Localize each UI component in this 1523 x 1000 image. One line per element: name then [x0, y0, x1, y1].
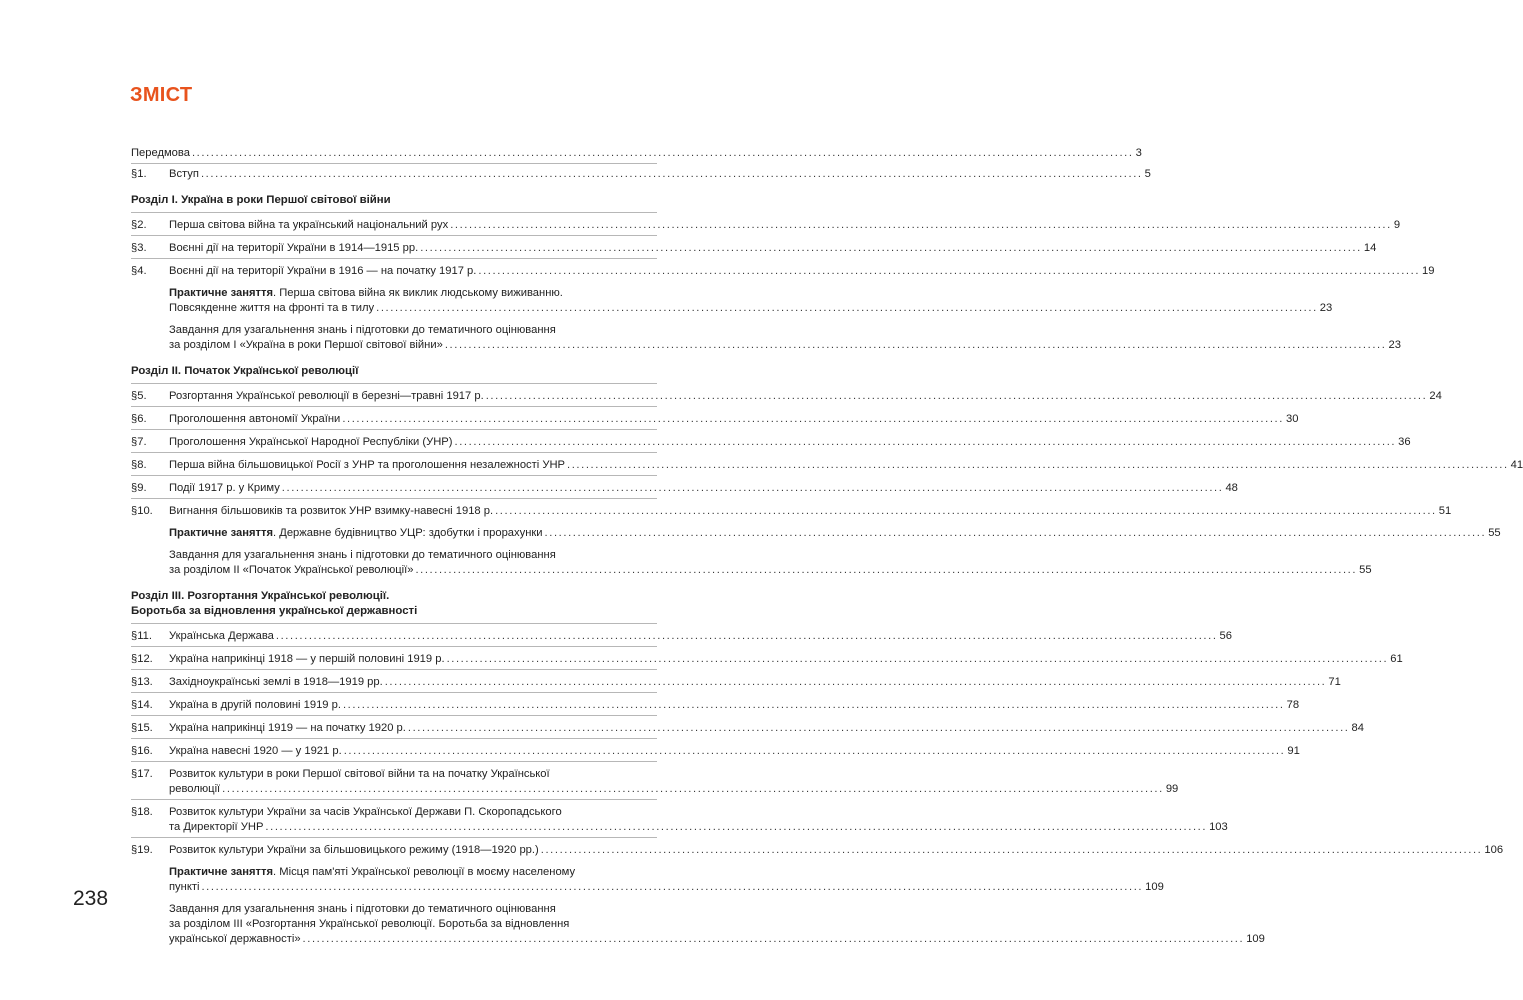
toc-entry-18[interactable] — [131, 800, 1228, 838]
section-heading-2[interactable]: Розділ ІІ. Початок Української революції — [131, 364, 657, 384]
toc-entry-title: Україна наприкінці 1919 — на початку 1920 р. — [169, 722, 406, 734]
leader-dots: ........................................................................................................................................................................................................ — [446, 653, 1389, 665]
toc-entry-number: §5. — [131, 390, 147, 402]
toc-entry-number: §19. — [131, 844, 153, 856]
toc-entry-title: Перша війна більшовицької Росії з УНР та проголошення незалежності УНР — [169, 459, 566, 471]
toc-entry-review-3[interactable] — [131, 895, 1265, 947]
section-heading-line2: Боротьба за відновлення української державності — [131, 605, 418, 617]
section-heading-line1: Розділ ІІІ. Розгортання Української революції. — [131, 590, 390, 602]
practice-text: . Державне будівництво УЦР: здобутки і прорахунки — [273, 527, 543, 539]
practice-text: . Місця пам'яті Української революції в моєму населеному — [273, 866, 576, 878]
toc-entry-practice-3[interactable] — [131, 860, 1164, 895]
toc-entry-page: 61 — [1390, 653, 1403, 665]
practice-text-line2: Повсякденне життя на фронті та в тилу — [169, 302, 375, 314]
toc-entry-title: Воєнні дії на території України в 1916 — на початку 1917 р. — [169, 265, 477, 277]
toc-entry-title: Українська Держава — [169, 630, 274, 642]
toc-entry-number: §8. — [131, 459, 147, 471]
toc-entry-number: §4. — [131, 265, 147, 277]
leader-dots: ........................................................................................................................................................................................................ — [302, 933, 1245, 945]
toc-entry-number: §10. — [131, 505, 153, 517]
toc-entry-title: Перша світова війна та український національний рух — [169, 219, 449, 231]
toc-entry-7[interactable] — [131, 430, 1411, 453]
toc-entry-number: §13. — [131, 676, 153, 688]
toc-entry-10[interactable] — [131, 499, 1452, 521]
toc-entry-number: §7. — [131, 436, 147, 448]
toc-entry-page: 91 — [1287, 745, 1300, 757]
practice-label: Практичне заняття — [169, 866, 274, 878]
toc-entry-9[interactable] — [131, 476, 1238, 499]
toc-entry-review-2[interactable] — [131, 541, 1372, 578]
toc-entry-title-line1: Розвиток культури в роки Першої світової війни та на початку Української — [169, 768, 550, 780]
leader-dots: ........................................................................................................................................................................................................ — [540, 844, 1483, 856]
practice-label: Практичне заняття — [169, 527, 274, 539]
toc-entry-page: 5 — [1144, 168, 1151, 180]
leader-dots: ........................................................................................................................................................................................................ — [478, 265, 1421, 277]
toc-entry-title: Проголошення Української Народної Республіки (УНР) — [169, 436, 453, 448]
toc-entry-page: 78 — [1286, 699, 1300, 711]
table-of-contents — [131, 146, 1523, 947]
toc-entry-15[interactable] — [131, 716, 1364, 739]
toc-entry-page: 55 — [1488, 527, 1501, 539]
review-text-line1: Завдання для узагальнення знань і підготовки до тематичного оцінювання — [169, 903, 556, 915]
leader-dots: ........................................................................................................................................................................................................ — [384, 676, 1327, 688]
leader-dots: ........................................................................................................................................................................................................ — [265, 821, 1208, 833]
toc-entry-practice-2[interactable] — [131, 521, 1501, 541]
toc-entry-3[interactable] — [131, 236, 1377, 259]
toc-entry-11[interactable] — [131, 624, 1232, 647]
toc-entry-2[interactable] — [131, 213, 1401, 236]
toc-entry-page: 24 — [1429, 390, 1442, 402]
toc-entry-page: 109 — [1246, 933, 1265, 945]
section-heading-3[interactable] — [131, 589, 657, 624]
leader-dots: ........................................................................................................................................................................................................ — [544, 527, 1487, 539]
toc-entry-16[interactable] — [131, 739, 1300, 762]
toc-entry-4[interactable] — [131, 259, 1435, 281]
toc-entry-number: §11. — [131, 630, 152, 642]
toc-entry-page: 48 — [1225, 482, 1238, 494]
review-text-line2: за розділом І «Україна в роки Першої світової війни» — [169, 339, 443, 351]
toc-entry-19[interactable] — [131, 838, 1504, 860]
toc-entry-title: Воєнні дії на території України в 1914—1915 рр. — [169, 242, 419, 254]
toc-entry-title: Вступ — [169, 168, 199, 180]
toc-entry-number: §6. — [131, 413, 147, 425]
leader-dots: ........................................................................................................................................................................................................ — [281, 482, 1224, 494]
leader-dots: ........................................................................................................................................................................................................ — [343, 745, 1286, 757]
leader-dots: ........................................................................................................................................................................................................ — [191, 147, 1134, 159]
review-text-line2: за розділом ІІ «Початок Української революції» — [169, 564, 414, 576]
leader-dots: ........................................................................................................................................................................................................ — [420, 242, 1362, 254]
leader-dots: ........................................................................................................................................................................................................ — [485, 390, 1428, 402]
review-text-line2: за розділом ІІІ «Розгортання Української революції. Боротьба за відновлення — [169, 918, 570, 930]
leader-dots: ........................................................................................................................................................................................................ — [275, 630, 1218, 642]
toc-entry-number: §9. — [131, 482, 147, 494]
toc-entry-title: Україна навесні 1920 — у 1921 р. — [169, 745, 342, 757]
toc-entry-5[interactable] — [131, 384, 1442, 407]
toc-entry-page: 19 — [1422, 265, 1435, 277]
toc-entry-intro[interactable] — [131, 164, 1151, 182]
leader-dots: ........................................................................................................................................................................................................ — [342, 699, 1285, 711]
toc-entry-page: 109 — [1145, 881, 1164, 893]
toc-entry-page: 106 — [1484, 844, 1504, 856]
toc-entry-page: 51 — [1438, 505, 1452, 517]
leader-dots: ........................................................................................................................................................................................................ — [444, 339, 1387, 351]
toc-entry-8[interactable] — [131, 453, 1523, 476]
toc-entry-title: Розвиток культури України за більшовицького режиму (1918—1920 рр.) — [169, 844, 539, 856]
toc-entry-page: 41 — [1510, 459, 1523, 471]
leader-dots: ........................................................................................................................................................................................................ — [201, 881, 1144, 893]
toc-entry-title: Події 1917 р. у Криму — [169, 482, 280, 494]
toc-entry-title: Україна наприкінці 1918 — у першій половині 1919 р. — [169, 653, 445, 665]
leader-dots: ........................................................................................................................................................................................................ — [222, 783, 1164, 795]
toc-entry-number: §17. — [131, 768, 153, 780]
leader-dots: ........................................................................................................................................................................................................ — [495, 505, 1437, 517]
toc-entry-title: Проголошення автономії України — [169, 413, 341, 425]
leader-dots: ........................................................................................................................................................................................................ — [415, 564, 1358, 576]
toc-entry-page: 103 — [1209, 821, 1228, 833]
toc-entry-number: §14. — [131, 699, 153, 711]
toc-entry-page: 14 — [1363, 242, 1377, 254]
leader-dots: ........................................................................................................................................................................................................ — [450, 219, 1392, 231]
toc-entry-number: §1. — [131, 168, 147, 180]
toc-entry-page: 84 — [1351, 722, 1364, 734]
practice-text-line2: пункті — [169, 881, 200, 893]
toc-entry-13[interactable] — [131, 670, 1341, 693]
practice-label: Практичне заняття — [169, 287, 274, 299]
toc-entry-number: §16. — [131, 745, 153, 757]
toc-entry-14[interactable] — [131, 693, 1300, 716]
toc-entry-review-1[interactable] — [131, 316, 1401, 353]
toc-entry-6[interactable] — [131, 407, 1299, 430]
review-text-line1: Завдання для узагальнення знань і підготовки до тематичного оцінювання — [169, 324, 556, 336]
toc-entry-preface[interactable] — [131, 146, 1142, 164]
toc-entry-title-line2: та Директорії УНР — [169, 821, 264, 833]
toc-entry-12[interactable] — [131, 647, 1403, 670]
toc-entry-number: §12. — [131, 653, 153, 665]
toc-entry-number: §15. — [131, 722, 153, 734]
toc-entry-page: 36 — [1398, 436, 1411, 448]
toc-entry-number: §2. — [131, 219, 147, 231]
toc-entry-title: Розгортання Української революції в березні—травні 1917 р. — [169, 390, 484, 402]
toc-entry-page: 56 — [1219, 630, 1232, 642]
toc-entry-page: 3 — [1135, 147, 1142, 159]
toc-entry-page: 71 — [1328, 676, 1341, 688]
toc-entry-page: 23 — [1388, 339, 1401, 351]
toc-entry-number: §3. — [131, 242, 147, 254]
toc-entry-title-line2: революції — [169, 783, 221, 795]
leader-dots: ........................................................................................................................................................................................................ — [200, 168, 1143, 180]
toc-entry-title-line1: Розвиток культури України за часів Української Держави П. Скоропадського — [169, 806, 562, 818]
toc-entry-page: 30 — [1285, 413, 1299, 425]
section-heading-1[interactable]: Розділ І. Україна в роки Першої світової війни — [131, 193, 657, 213]
review-text-line3: української державності» — [169, 933, 301, 945]
toc-entry-practice-1[interactable] — [131, 281, 1333, 316]
leader-dots: ........................................................................................................................................................................................................ — [376, 302, 1318, 314]
toc-entry-page: 99 — [1165, 783, 1179, 795]
toc-entry-number: §18. — [131, 806, 153, 818]
leader-dots: ........................................................................................................................................................................................................ — [342, 413, 1284, 425]
toc-entry-page: 55 — [1359, 564, 1372, 576]
toc-entry-17[interactable] — [131, 762, 1179, 800]
toc-entry-title: Україна в другій половині 1919 р. — [169, 699, 341, 711]
leader-dots: ........................................................................................................................................................................................................ — [454, 436, 1397, 448]
review-text-line1: Завдання для узагальнення знань і підготовки до тематичного оцінювання — [169, 549, 556, 561]
toc-entry-page: 9 — [1393, 219, 1401, 231]
practice-text: . Перша світова війна як виклик людському виживанню. — [273, 287, 563, 299]
page-title: ЗМІСТ — [130, 84, 193, 106]
leader-dots: ........................................................................................................................................................................................................ — [407, 722, 1350, 734]
leader-dots: ........................................................................................................................................................................................................ — [567, 459, 1509, 471]
toc-entry-title: Передмова — [131, 147, 190, 159]
toc-entry-title: Вигнання більшовиків та розвиток УНР взимку-навесні 1918 р. — [169, 505, 494, 517]
page-number: 238 — [73, 887, 109, 910]
toc-entry-title: Західноукраїнські землі в 1918—1919 рр. — [169, 676, 383, 688]
toc-entry-page: 23 — [1319, 302, 1333, 314]
